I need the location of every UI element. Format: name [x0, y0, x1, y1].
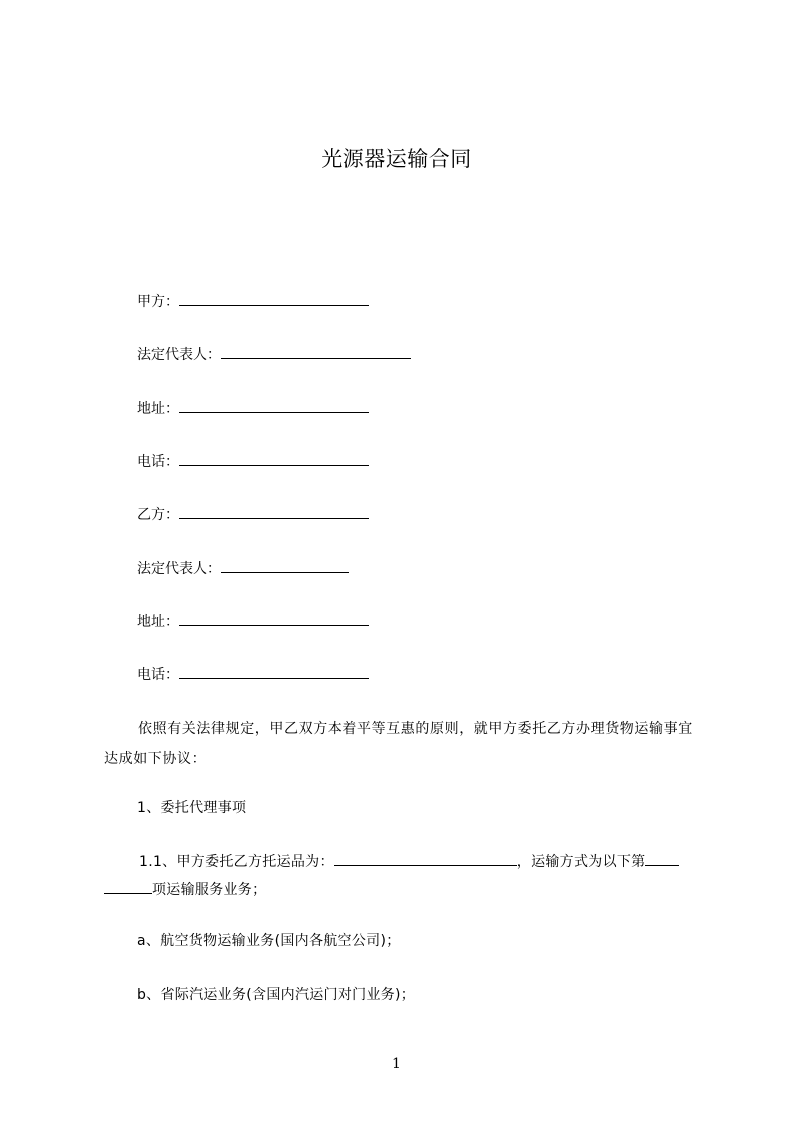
item-a: a、航空货物运输业务(国内各航空公司)；: [137, 933, 401, 949]
clause-1-1-suffix: 项运输服务业务；: [152, 882, 267, 898]
page-number: 1: [392, 1056, 401, 1072]
party-a-name-label: 甲方：: [137, 294, 179, 310]
party-a-address-label: 地址：: [137, 401, 179, 417]
party-b-phone-label: 电话：: [137, 667, 179, 683]
party-b-name-blank: [179, 504, 369, 519]
party-a-rep-label: 法定代表人：: [137, 347, 221, 363]
party-a-phone-blank: [179, 451, 369, 466]
clause-1-1-line-2: [104, 879, 266, 900]
clause-1-1-prefix: 1.1、甲方委托乙方托运品为：: [139, 854, 334, 870]
party-b-name-label: 乙方：: [137, 507, 179, 523]
party-b-rep-field: [137, 558, 349, 579]
intro-paragraph: 依照有关法律规定，甲乙双方本着平等互惠的原则，就甲方委托乙方办理货物运输事宜达成如下协议：: [104, 721, 693, 767]
party-a-phone-label: 电话：: [137, 454, 179, 470]
party-b-name-field: [137, 504, 369, 525]
party-a-address-blank: [179, 398, 369, 413]
party-a-rep-blank: [221, 344, 411, 359]
clause-1-1-goods-blank: [334, 851, 517, 866]
party-b-phone-blank: [179, 664, 369, 679]
party-b-rep-label: 法定代表人：: [137, 561, 221, 577]
party-b-address-label: 地址：: [137, 614, 179, 630]
party-a-phone-field: [137, 451, 369, 472]
party-a-address-field: [137, 398, 369, 419]
party-a-name-blank: [179, 291, 369, 306]
section-1-heading: 1、委托代理事项: [137, 800, 247, 816]
contract-title: 光源器运输合同: [321, 147, 472, 171]
party-a-name-field: [137, 291, 369, 312]
party-a-rep-field: [137, 344, 411, 365]
item-b: b、省际汽运业务(含国内汽运门对门业务)；: [137, 987, 416, 1003]
party-b-address-blank: [179, 611, 369, 626]
party-b-rep-blank: [221, 558, 349, 573]
clause-1-1-middle: ，运输方式为以下第: [516, 854, 646, 870]
clause-1-1-method-blank-start: [645, 851, 679, 866]
party-b-phone-field: [137, 664, 369, 685]
clause-1-1-line-1: [139, 851, 679, 872]
clause-1-1-method-blank-end: [104, 879, 152, 894]
party-b-address-field: [137, 611, 369, 632]
